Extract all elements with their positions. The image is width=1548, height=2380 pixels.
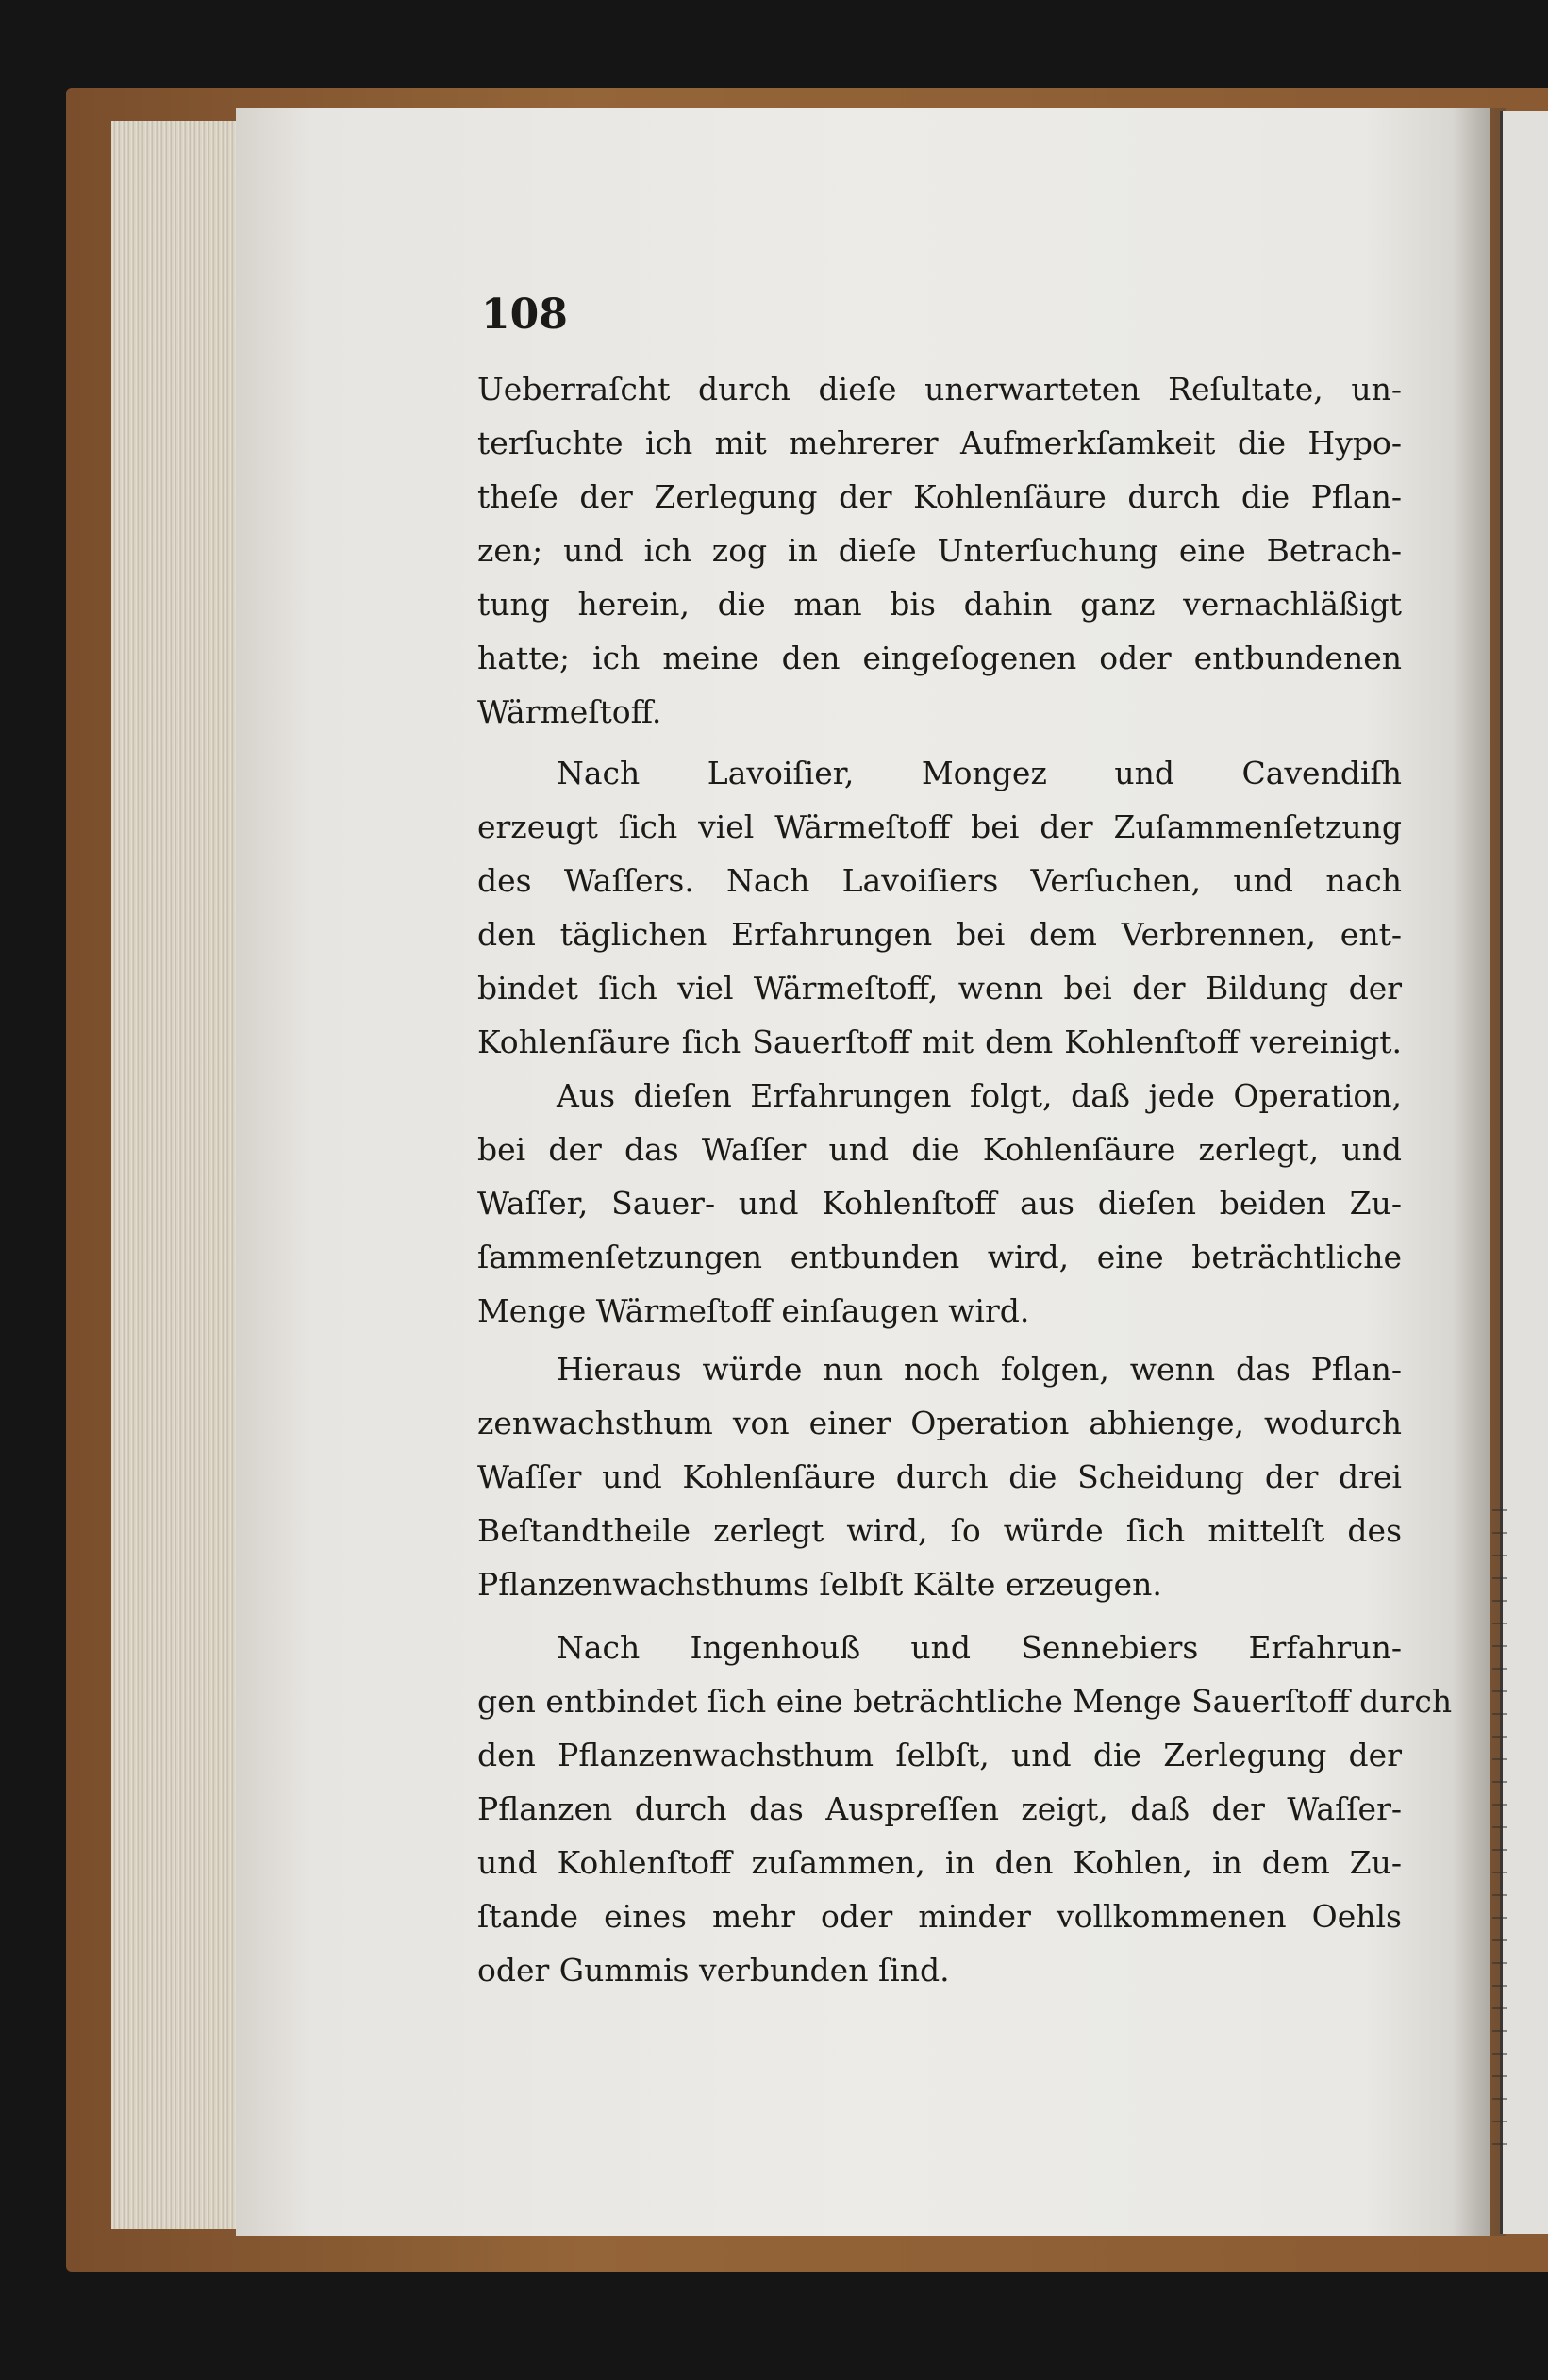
text-line: Kohlenſäure ſich Sauerſtoff mit dem Kohlenſtoff vereinigt.: [477, 1024, 1402, 1060]
text-line: Wärmeſtoff.: [477, 693, 662, 730]
text-line: Pflanzenwachsthums ſelbſt Kälte erzeugen.: [477, 1566, 1162, 1603]
text-line: bei der das Waſſer und die Kohlenſäure zerlegt, und: [477, 1131, 1402, 1168]
page-number: 108: [481, 291, 568, 339]
text-line: Aus dieſen Erfahrungen folgt, daß jede Operation,: [557, 1077, 1402, 1114]
text-line: Nach Lavoiſier, Mongez und Cavendiſh: [557, 755, 1402, 791]
text-line: des Waſſers. Nach Lavoiſiers Verſuchen, und nach: [477, 862, 1402, 899]
text-line: Menge Wärmeſtoff einſaugen wird.: [477, 1292, 1030, 1329]
text-line: tung herein, die man bis dahin ganz vernachläßigt: [477, 586, 1402, 623]
text-line: Hieraus würde nun noch folgen, wenn das Pflan-: [557, 1351, 1402, 1388]
text-line: ſtande eines mehr oder minder vollkommenen Oehls: [477, 1898, 1402, 1935]
text-line: Ueberraſcht durch dieſe unerwarteten Reſultate, un-: [477, 371, 1402, 408]
text-line: Pflanzen durch das Auspreſſen zeigt, daß der Waſſer-: [477, 1790, 1402, 1827]
text-line: terſuchte ich mit mehrerer Aufmerkſamkeit die Hypo-: [477, 424, 1402, 461]
text-line: gen entbindet ſich eine beträchtliche Menge Sauerſtoff durch: [477, 1683, 1453, 1720]
text-line: oder Gummis verbunden ſind.: [477, 1952, 950, 1989]
text-line: und Kohlenſtoff zuſammen, in den Kohlen, in dem Zu-: [477, 1844, 1402, 1881]
text-line: zenwachsthum von einer Operation abhienge, wodurch: [477, 1405, 1402, 1441]
text-line: den Pflanzenwachsthum ſelbſt, und die Zerlegung der: [477, 1737, 1402, 1773]
ruler: [1492, 1509, 1507, 2151]
text-line: theſe der Zerlegung der Kohlenſäure durch die Pflan-: [477, 478, 1402, 515]
text-line: hatte; ich meine den eingeſogenen oder entbundenen: [477, 640, 1402, 676]
text-line: Nach Ingenhouß und Sennebiers Erfahrun-: [557, 1629, 1402, 1666]
text-line: Beſtandtheile zerlegt wird, ſo würde ſich mittelſt des: [477, 1512, 1402, 1549]
text-line: zen; und ich zog in dieſe Unterſuchung eine Betrach-: [477, 532, 1402, 569]
page-edges: [111, 121, 245, 2229]
text-line: bindet ſich viel Wärmeſtoff, wenn bei der Bildung der: [477, 970, 1402, 1007]
text-line: erzeugt ſich viel Wärmeſtoff bei der Zuſammenſetzung: [477, 808, 1402, 845]
text-line: Waſſer und Kohlenſäure durch die Scheidung der drei: [477, 1458, 1402, 1495]
text-line: den täglichen Erfahrungen bei dem Verbrennen, ent-: [477, 916, 1402, 953]
text-line: Waſſer, Sauer- und Kohlenſtoff aus dieſen beiden Zu-: [477, 1185, 1402, 1222]
text-line: ſammenſetzungen entbunden wird, eine beträchtliche: [477, 1239, 1402, 1275]
